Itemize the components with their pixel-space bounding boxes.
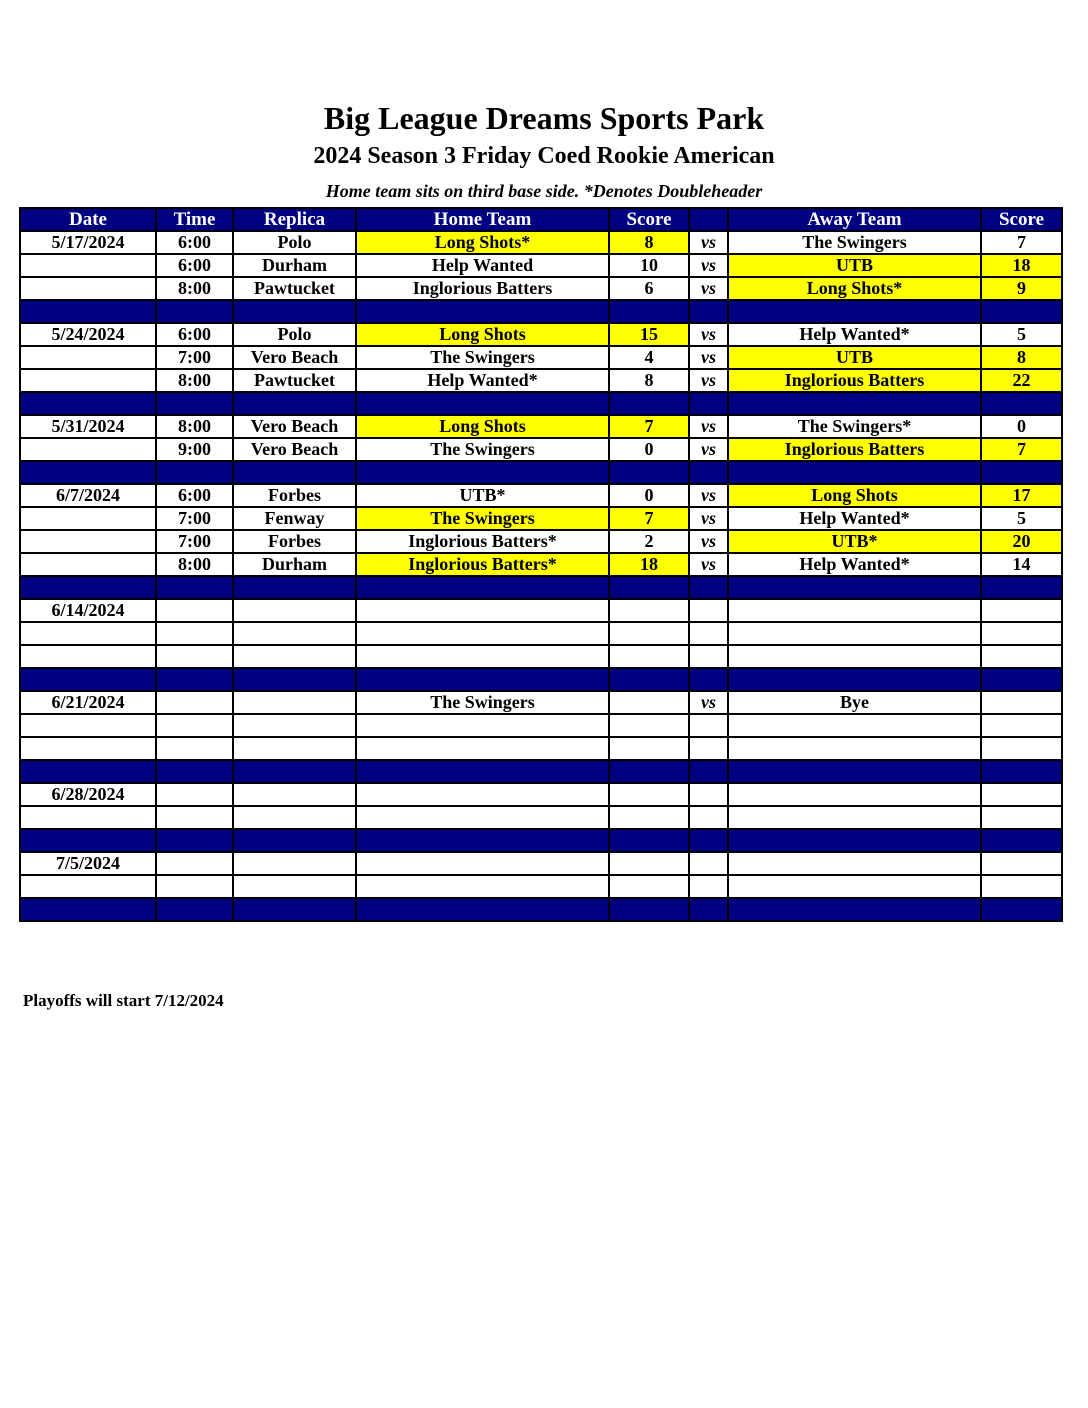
- time-cell: [156, 806, 233, 829]
- separator-cell: [356, 760, 609, 783]
- separator-row: [20, 760, 1062, 783]
- table-row: [20, 346, 1062, 369]
- table-row: [20, 737, 1062, 760]
- home-team-cell: [356, 622, 609, 645]
- away-team-cell: The Swingers*: [728, 415, 981, 438]
- away-score-cell: 0: [981, 415, 1062, 438]
- home-score-cell: 10: [609, 254, 689, 277]
- separator-cell: [981, 898, 1062, 921]
- away-team-cell: Long Shots*: [728, 277, 981, 300]
- separator-cell: [20, 760, 156, 783]
- home-team-cell: Inglorious Batters: [356, 277, 609, 300]
- away-score-cell: 17: [981, 484, 1062, 507]
- separator-row: [20, 461, 1062, 484]
- vs-cell: [689, 645, 728, 668]
- vs-cell: vs: [689, 507, 728, 530]
- home-score-cell: 8: [609, 369, 689, 392]
- away-score-cell: [981, 875, 1062, 898]
- home-team-cell: [356, 737, 609, 760]
- separator-cell: [689, 898, 728, 921]
- replica-cell: Polo: [233, 231, 356, 254]
- date-cell: [20, 277, 156, 300]
- table-row: [20, 875, 1062, 898]
- replica-cell: [233, 875, 356, 898]
- home-score-cell: [609, 783, 689, 806]
- table-row: [20, 599, 1062, 622]
- separator-cell: [728, 898, 981, 921]
- away-team-cell: [728, 783, 981, 806]
- table-row: [20, 484, 1062, 507]
- col-away-score-header: Score: [981, 208, 1062, 231]
- separator-cell: [728, 668, 981, 691]
- home-score-cell: 7: [609, 415, 689, 438]
- home-score-cell: 0: [609, 438, 689, 461]
- home-score-cell: [609, 714, 689, 737]
- home-team-cell: [356, 714, 609, 737]
- home-score-cell: 0: [609, 484, 689, 507]
- separator-cell: [981, 829, 1062, 852]
- away-team-cell: [728, 645, 981, 668]
- date-cell: [20, 507, 156, 530]
- date-cell: [20, 806, 156, 829]
- away-team-cell: Help Wanted*: [728, 507, 981, 530]
- separator-cell: [689, 461, 728, 484]
- away-score-cell: [981, 783, 1062, 806]
- home-score-cell: 4: [609, 346, 689, 369]
- time-cell: [156, 783, 233, 806]
- separator-cell: [728, 829, 981, 852]
- home-team-cell: [356, 783, 609, 806]
- time-cell: 7:00: [156, 530, 233, 553]
- replica-cell: Vero Beach: [233, 415, 356, 438]
- table-row: [20, 231, 1062, 254]
- away-team-cell: Long Shots: [728, 484, 981, 507]
- away-team-cell: Inglorious Batters: [728, 438, 981, 461]
- home-team-cell: The Swingers: [356, 691, 609, 714]
- separator-cell: [356, 392, 609, 415]
- date-cell: [20, 346, 156, 369]
- replica-cell: Durham: [233, 254, 356, 277]
- vs-cell: vs: [689, 346, 728, 369]
- vs-cell: vs: [689, 254, 728, 277]
- separator-cell: [728, 760, 981, 783]
- home-team-cell: The Swingers: [356, 507, 609, 530]
- table-row: [20, 507, 1062, 530]
- time-cell: 6:00: [156, 484, 233, 507]
- separator-cell: [356, 576, 609, 599]
- table-row: [20, 277, 1062, 300]
- date-cell: [20, 737, 156, 760]
- away-score-cell: [981, 645, 1062, 668]
- home-team-cell: Help Wanted*: [356, 369, 609, 392]
- replica-cell: Polo: [233, 323, 356, 346]
- separator-cell: [156, 760, 233, 783]
- separator-cell: [156, 461, 233, 484]
- table-row: [20, 783, 1062, 806]
- replica-cell: [233, 806, 356, 829]
- time-cell: [156, 875, 233, 898]
- separator-cell: [728, 576, 981, 599]
- away-score-cell: 7: [981, 231, 1062, 254]
- page-subtitle: 2024 Season 3 Friday Coed Rookie American: [313, 143, 775, 169]
- playoffs-note: Playoffs will start 7/12/2024: [23, 991, 224, 1010]
- date-cell: 6/28/2024: [20, 783, 156, 806]
- vs-cell: vs: [689, 415, 728, 438]
- home-score-cell: 8: [609, 231, 689, 254]
- vs-cell: [689, 714, 728, 737]
- home-team-cell: Inglorious Batters*: [356, 553, 609, 576]
- away-team-cell: Help Wanted*: [728, 323, 981, 346]
- replica-cell: Forbes: [233, 530, 356, 553]
- table-row: [20, 369, 1062, 392]
- separator-cell: [609, 300, 689, 323]
- vs-cell: vs: [689, 530, 728, 553]
- date-cell: [20, 438, 156, 461]
- date-cell: [20, 553, 156, 576]
- separator-cell: [233, 760, 356, 783]
- away-score-cell: 22: [981, 369, 1062, 392]
- separator-cell: [156, 898, 233, 921]
- separator-cell: [233, 898, 356, 921]
- time-cell: 6:00: [156, 254, 233, 277]
- separator-cell: [156, 300, 233, 323]
- replica-cell: Forbes: [233, 484, 356, 507]
- separator-cell: [233, 668, 356, 691]
- vs-cell: vs: [689, 323, 728, 346]
- table-row: [20, 438, 1062, 461]
- separator-cell: [728, 392, 981, 415]
- separator-cell: [233, 300, 356, 323]
- away-score-cell: 18: [981, 254, 1062, 277]
- separator-cell: [20, 668, 156, 691]
- separator-cell: [20, 898, 156, 921]
- replica-cell: Durham: [233, 553, 356, 576]
- separator-cell: [689, 392, 728, 415]
- away-score-cell: 5: [981, 323, 1062, 346]
- separator-cell: [689, 829, 728, 852]
- separator-cell: [156, 392, 233, 415]
- home-score-cell: [609, 806, 689, 829]
- separator-cell: [689, 668, 728, 691]
- away-team-cell: Inglorious Batters: [728, 369, 981, 392]
- separator-cell: [728, 461, 981, 484]
- separator-cell: [233, 461, 356, 484]
- away-score-cell: [981, 599, 1062, 622]
- replica-cell: Pawtucket: [233, 277, 356, 300]
- home-team-cell: UTB*: [356, 484, 609, 507]
- time-cell: [156, 622, 233, 645]
- away-score-cell: 9: [981, 277, 1062, 300]
- col-replica-header: Replica: [233, 208, 356, 231]
- date-cell: 7/5/2024: [20, 852, 156, 875]
- separator-cell: [689, 300, 728, 323]
- home-team-cell: [356, 599, 609, 622]
- vs-cell: vs: [689, 231, 728, 254]
- date-cell: [20, 622, 156, 645]
- away-team-cell: [728, 599, 981, 622]
- date-cell: [20, 714, 156, 737]
- vs-cell: vs: [689, 277, 728, 300]
- away-team-cell: [728, 852, 981, 875]
- time-cell: [156, 852, 233, 875]
- away-score-cell: 8: [981, 346, 1062, 369]
- separator-cell: [609, 829, 689, 852]
- time-cell: [156, 691, 233, 714]
- vs-cell: vs: [689, 369, 728, 392]
- time-cell: 8:00: [156, 369, 233, 392]
- vs-cell: [689, 875, 728, 898]
- table-header-row: [20, 208, 1062, 231]
- separator-cell: [609, 898, 689, 921]
- replica-cell: Pawtucket: [233, 369, 356, 392]
- separator-cell: [609, 760, 689, 783]
- col-away-team-header: Away Team: [728, 208, 981, 231]
- time-cell: [156, 599, 233, 622]
- home-score-cell: 15: [609, 323, 689, 346]
- vs-cell: vs: [689, 484, 728, 507]
- away-team-cell: [728, 714, 981, 737]
- home-score-cell: [609, 622, 689, 645]
- home-team-cell: The Swingers: [356, 438, 609, 461]
- away-score-cell: 20: [981, 530, 1062, 553]
- separator-cell: [609, 668, 689, 691]
- home-score-cell: 6: [609, 277, 689, 300]
- col-home-score-header: Score: [609, 208, 689, 231]
- date-cell: 5/24/2024: [20, 323, 156, 346]
- home-team-cell: [356, 645, 609, 668]
- replica-cell: Fenway: [233, 507, 356, 530]
- home-team-cell: Long Shots*: [356, 231, 609, 254]
- home-score-cell: [609, 737, 689, 760]
- replica-cell: [233, 691, 356, 714]
- separator-cell: [981, 300, 1062, 323]
- time-cell: 8:00: [156, 415, 233, 438]
- vs-cell: vs: [689, 438, 728, 461]
- away-score-cell: 14: [981, 553, 1062, 576]
- replica-cell: [233, 852, 356, 875]
- separator-row: [20, 392, 1062, 415]
- separator-cell: [233, 576, 356, 599]
- home-team-cell: Long Shots: [356, 323, 609, 346]
- time-cell: 9:00: [156, 438, 233, 461]
- separator-cell: [20, 300, 156, 323]
- separator-cell: [356, 300, 609, 323]
- home-score-cell: 2: [609, 530, 689, 553]
- separator-cell: [981, 668, 1062, 691]
- separator-cell: [356, 461, 609, 484]
- date-cell: 5/31/2024: [20, 415, 156, 438]
- home-team-cell: [356, 875, 609, 898]
- table-row: [20, 254, 1062, 277]
- replica-cell: [233, 599, 356, 622]
- table-row: [20, 806, 1062, 829]
- home-score-cell: [609, 645, 689, 668]
- away-team-cell: Bye: [728, 691, 981, 714]
- date-cell: 6/7/2024: [20, 484, 156, 507]
- separator-cell: [689, 576, 728, 599]
- away-team-cell: [728, 875, 981, 898]
- away-score-cell: [981, 806, 1062, 829]
- away-team-cell: The Swingers: [728, 231, 981, 254]
- table-row: [20, 553, 1062, 576]
- separator-cell: [981, 392, 1062, 415]
- away-score-cell: 7: [981, 438, 1062, 461]
- separator-cell: [609, 461, 689, 484]
- away-team-cell: UTB: [728, 346, 981, 369]
- separator-cell: [20, 461, 156, 484]
- separator-cell: [156, 668, 233, 691]
- time-cell: 6:00: [156, 231, 233, 254]
- time-cell: 7:00: [156, 507, 233, 530]
- home-score-cell: 7: [609, 507, 689, 530]
- date-cell: 5/17/2024: [20, 231, 156, 254]
- separator-cell: [609, 392, 689, 415]
- away-team-cell: UTB: [728, 254, 981, 277]
- separator-cell: [156, 829, 233, 852]
- date-cell: [20, 254, 156, 277]
- separator-cell: [20, 392, 156, 415]
- away-team-cell: Help Wanted*: [728, 553, 981, 576]
- separator-row: [20, 829, 1062, 852]
- home-score-cell: [609, 599, 689, 622]
- date-cell: [20, 530, 156, 553]
- replica-cell: [233, 783, 356, 806]
- separator-row: [20, 668, 1062, 691]
- home-score-cell: 18: [609, 553, 689, 576]
- vs-cell: vs: [689, 553, 728, 576]
- vs-cell: vs: [689, 691, 728, 714]
- replica-cell: [233, 622, 356, 645]
- separator-cell: [728, 300, 981, 323]
- vs-cell: [689, 622, 728, 645]
- home-team-cell: [356, 852, 609, 875]
- separator-cell: [356, 668, 609, 691]
- replica-cell: [233, 737, 356, 760]
- away-score-cell: [981, 852, 1062, 875]
- separator-cell: [981, 461, 1062, 484]
- table-row: [20, 622, 1062, 645]
- time-cell: [156, 645, 233, 668]
- away-score-cell: [981, 737, 1062, 760]
- time-cell: [156, 714, 233, 737]
- home-team-cell: The Swingers: [356, 346, 609, 369]
- home-team-cell: [356, 806, 609, 829]
- date-cell: [20, 645, 156, 668]
- away-score-cell: [981, 622, 1062, 645]
- col-time-header: Time: [156, 208, 233, 231]
- col-home-team-header: Home Team: [356, 208, 609, 231]
- time-cell: 6:00: [156, 323, 233, 346]
- home-team-cell: Long Shots: [356, 415, 609, 438]
- table-row: [20, 530, 1062, 553]
- page-title: Big League Dreams Sports Park: [323, 100, 765, 136]
- separator-cell: [981, 576, 1062, 599]
- away-team-cell: [728, 737, 981, 760]
- separator-row: [20, 576, 1062, 599]
- table-row: [20, 323, 1062, 346]
- separator-cell: [609, 576, 689, 599]
- separator-cell: [233, 392, 356, 415]
- home-score-cell: [609, 852, 689, 875]
- home-team-cell: Inglorious Batters*: [356, 530, 609, 553]
- date-cell: [20, 875, 156, 898]
- separator-cell: [233, 829, 356, 852]
- schedule-body: [20, 231, 1062, 921]
- replica-cell: [233, 645, 356, 668]
- table-row: [20, 691, 1062, 714]
- vs-cell: [689, 737, 728, 760]
- separator-cell: [356, 829, 609, 852]
- away-score-cell: [981, 691, 1062, 714]
- separator-cell: [981, 760, 1062, 783]
- date-cell: 6/21/2024: [20, 691, 156, 714]
- away-team-cell: [728, 622, 981, 645]
- separator-cell: [156, 576, 233, 599]
- separator-row: [20, 300, 1062, 323]
- table-row: [20, 714, 1062, 737]
- home-score-cell: [609, 691, 689, 714]
- time-cell: [156, 737, 233, 760]
- date-cell: [20, 369, 156, 392]
- table-row: [20, 645, 1062, 668]
- away-team-cell: UTB*: [728, 530, 981, 553]
- vs-cell: [689, 806, 728, 829]
- vs-cell: [689, 852, 728, 875]
- home-team-cell: Help Wanted: [356, 254, 609, 277]
- separator-row: [20, 898, 1062, 921]
- replica-cell: Vero Beach: [233, 438, 356, 461]
- schedule-table: [19, 207, 1063, 922]
- separator-cell: [20, 576, 156, 599]
- time-cell: 7:00: [156, 346, 233, 369]
- home-score-cell: [609, 875, 689, 898]
- date-cell: 6/14/2024: [20, 599, 156, 622]
- vs-cell: [689, 783, 728, 806]
- page-note: Home team sits on third base side. *Denotes Doubleheader: [325, 181, 763, 201]
- separator-cell: [356, 898, 609, 921]
- vs-cell: [689, 599, 728, 622]
- separator-cell: [689, 760, 728, 783]
- separator-cell: [20, 829, 156, 852]
- col-date-header: Date: [20, 208, 156, 231]
- table-row: [20, 415, 1062, 438]
- away-team-cell: [728, 806, 981, 829]
- time-cell: 8:00: [156, 277, 233, 300]
- time-cell: 8:00: [156, 553, 233, 576]
- replica-cell: [233, 714, 356, 737]
- col-vs-header: [689, 208, 728, 231]
- table-row: [20, 852, 1062, 875]
- away-score-cell: 5: [981, 507, 1062, 530]
- away-score-cell: [981, 714, 1062, 737]
- replica-cell: Vero Beach: [233, 346, 356, 369]
